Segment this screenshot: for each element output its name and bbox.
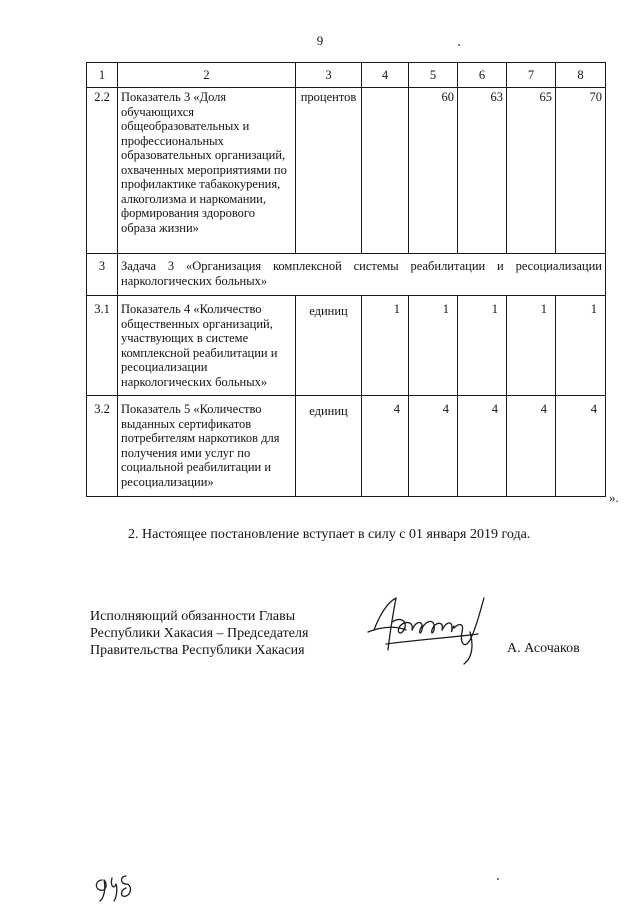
header-cell: 7	[507, 63, 556, 88]
value-cell: 1	[556, 296, 606, 396]
task-line: наркологических больных»	[121, 273, 268, 288]
header-cell: 4	[362, 63, 409, 88]
handwritten-mark-icon	[92, 868, 142, 902]
closing-quote: ».	[609, 490, 619, 505]
value-cell: 65	[507, 88, 556, 254]
value-cell: 1	[458, 296, 507, 396]
value-cell: 1	[507, 296, 556, 396]
signer-title-line: Правительства Республики Хакасия	[90, 643, 305, 658]
row-number: 3.1	[87, 296, 118, 396]
value-cell: 4	[458, 396, 507, 497]
value-cell: 70	[556, 88, 606, 254]
indicator-name: Показатель 4 «Количество общественных организаций, участвующих в системе комплексной реабилитации и ресоциализации наркологических больных»	[118, 296, 296, 396]
decree-effective-date-text: 2. Настоящее постановление вступает в силу с 01 января 2019 года.	[128, 527, 531, 542]
scan-speck	[497, 878, 499, 880]
table-header-row	[87, 63, 606, 88]
page-number: 9	[316, 33, 324, 48]
value-cell: 4	[556, 396, 606, 497]
unit-cell: единиц	[296, 296, 362, 396]
scan-speck	[458, 44, 460, 46]
signer-title-line: Республики Хакасия – Председателя	[90, 626, 309, 641]
table-row	[87, 296, 606, 396]
value-cell: 63	[458, 88, 507, 254]
header-cell: 3	[296, 63, 362, 88]
unit-cell: единиц	[296, 396, 362, 497]
header-cell: 8	[556, 63, 606, 88]
header-cell: 1	[87, 63, 118, 88]
indicator-name: Показатель 5 «Количество выданных сертификатов потребителям наркотиков для получения ими услуг по социальной реабилитации и ресоциализации»	[118, 396, 296, 497]
value-cell: 4	[507, 396, 556, 497]
task-cell	[118, 254, 606, 296]
row-number: 2.2	[87, 88, 118, 254]
value-cell: 60	[409, 88, 458, 254]
header-cell: 6	[458, 63, 507, 88]
row-number: 3.2	[87, 396, 118, 497]
unit-cell: процентов	[296, 88, 362, 254]
header-cell: 5	[409, 63, 458, 88]
value-cell: 1	[409, 296, 458, 396]
table-row-task	[87, 254, 606, 296]
value-cell: 4	[362, 396, 409, 497]
signer-title-line: Исполняющий обязанности Главы	[90, 609, 296, 624]
table-row	[87, 88, 606, 254]
signer-title-block	[90, 608, 308, 659]
indicator-name: Показатель 3 «Доля обучающихся общеобразовательных и профессиональных образовательных организаций, охваченных мероприятиями по профилактике табакокурения, алкоголизма и наркомании, формирования здорового образа жизни»	[118, 88, 296, 254]
value-cell: 4	[409, 396, 458, 497]
table-row	[87, 396, 606, 497]
value-cell: 1	[362, 296, 409, 396]
task-line: Задача 3 «Организация комплексной системы реабилитации и ресоциализации	[121, 259, 602, 273]
handwritten-signature-icon	[366, 592, 494, 668]
indicators-table	[86, 62, 606, 497]
row-number: 3	[87, 254, 118, 296]
signer-name: А. Асочаков	[507, 641, 580, 656]
value-cell	[362, 88, 409, 254]
header-cell: 2	[118, 63, 296, 88]
